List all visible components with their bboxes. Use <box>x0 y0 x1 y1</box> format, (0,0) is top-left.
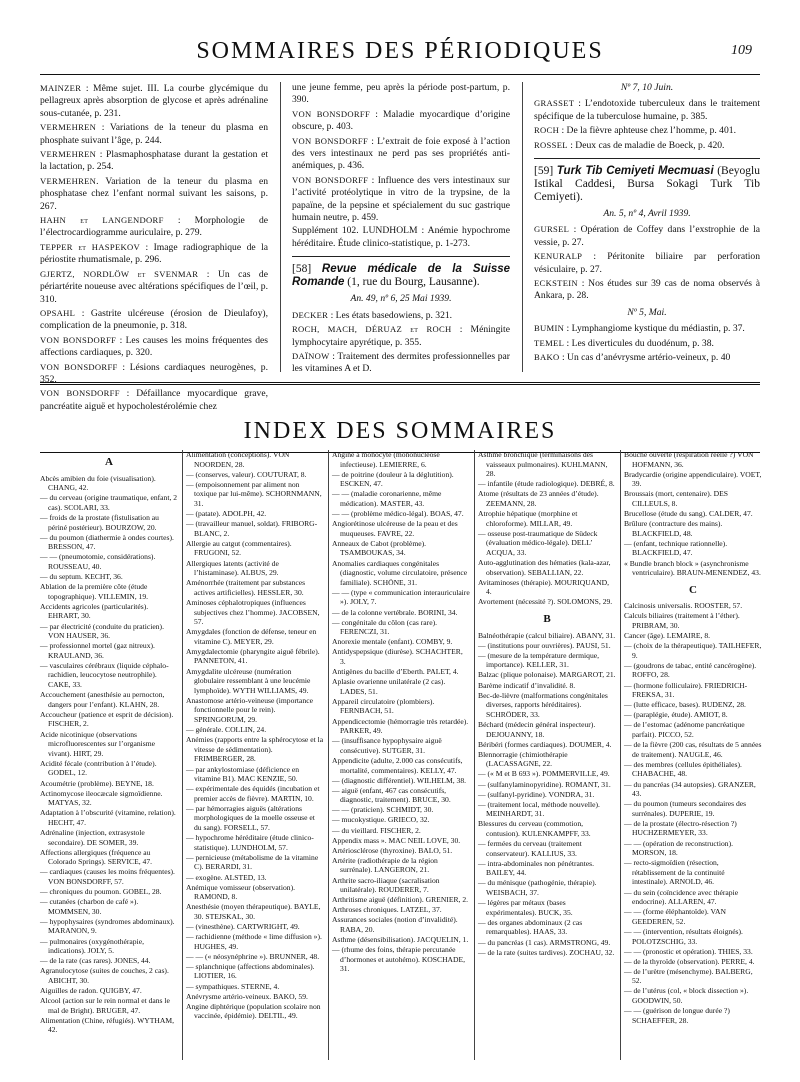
entry-text: . Variation de la teneur du plasma en phosphatase chez l’enfant normal suivant les saisons, p. 267. <box>40 175 268 212</box>
index-entry: — de la thyroïde (observation). PERRE, 4. <box>624 956 755 966</box>
index-entry: Calcinosis universalis. ROOSTER, 57. <box>624 601 743 611</box>
issue-date: An. 5, nº 4, Avril 1939. <box>603 208 691 220</box>
index-entry: — aiguë (enfant, 467 cas consécutifs, diagnostic, traitement). BRUCE, 30. <box>332 785 451 805</box>
summary-entry <box>40 241 268 267</box>
index-entry: — chroniques du poumon. GOBEL, 28. <box>40 887 162 897</box>
index-entry: — de la fièvre (200 cas, résultats de 5 années de traitement). NAUGLE, 46. <box>624 740 762 759</box>
index-entry: Aminoses céphalotropiques (influences subjectives chez l’homme). JACOBSEN, 57. <box>186 597 320 627</box>
index-entry: Anorexie mentale (enfant). COMBY, 9. <box>332 637 453 647</box>
periodicals-column-1 <box>40 82 268 414</box>
index-entry: Brûlure (contracture des mains). BLACKFIELD, 48. <box>624 519 723 538</box>
journal-name: Turk Tib Cemiyeti Mecmuasi <box>556 165 714 178</box>
entry-author: VERMEHREN <box>40 122 97 133</box>
index-entry: — — (opération de reconstruction). MORSON, 18. <box>624 838 734 858</box>
index-entry: Appareil circulatoire (plombiers). FERNBACH, 51. <box>332 696 435 716</box>
index-entry: Actinomycose ileocæcale sigmoïdienne. MATYAS, 32. <box>40 788 163 808</box>
index-entry: — par hémorragies aiguës (altérations morphologiques de la moelle osseuse et du sang). FORSELL, 57. <box>186 803 315 833</box>
index-entry: Bec-de-lièvre (malformations congénitales diverses, rapports héréditaires). SCHRÖDER, 33. <box>478 690 608 719</box>
periodicals-column-2 <box>292 82 510 377</box>
entry-text: : Un cas de périartérite noueuse avec altérations spécifiques de l’œil, p. 310. <box>40 268 268 305</box>
entry-author: ROCH, MACH, DÉRUAZ et ROCH <box>292 324 452 335</box>
index-entry: Accouchement (anesthésie au pernocton, dangers pour l’enfant). KLAHN, 28. <box>40 690 165 709</box>
index-column-4 <box>478 450 616 958</box>
index-entry: Affections allergiques (fréquence au Colorado Springs). SERVICE, 47. <box>40 847 153 867</box>
index-entry: Béribéri (formes cardiaques). DOUMER, 4. <box>478 739 612 749</box>
summary-entry <box>292 225 510 250</box>
index-entry: — (choix de la thérapeutique). TAILHEFER, 9. <box>624 641 762 660</box>
index-entry: — (lutte efficace, bases). RUDENZ, 28. <box>624 700 746 710</box>
index-entry: Cancer (âge). LEMAIRE, 8. <box>624 631 711 641</box>
entries-group <box>292 309 510 376</box>
index-entry: — de la prostate (électro-résection ?) HUCHZERMEYER, 33. <box>624 818 737 838</box>
index-letter-heading: A <box>105 456 113 468</box>
index-entry: — recto-sigmoïdien (résection, rétablissement de la continuité intestinale). ARNOLD, 46. <box>624 858 725 887</box>
index-entry: — expérimentale des équidés (incubation et premier accès de fièvre). MARTIN, 10. <box>186 784 320 803</box>
index-column-5 <box>624 450 762 1026</box>
index-entry: Alimentation (Chine, réfugiés). WYTHAM, 42. <box>40 1015 174 1035</box>
summary-entry <box>534 322 760 335</box>
index-entry: Avortement (nécessité ?). SOLOMONS, 29. <box>478 597 613 607</box>
index-entry: Barème indicatif d’invalidité. 8. <box>478 680 576 690</box>
index-entry: — de l’urètre (mésenchyme). BALBERG, 52. <box>624 966 753 986</box>
index-entry: Avitaminoses (thérapie). MOURIQUAND, 4. <box>478 577 610 597</box>
index-entry: « Bundle branch block » (asynchronisme ventriculaire). BRAUN-MENENDEZ, 43. <box>624 558 761 578</box>
entry-author: MAINZER <box>40 83 82 93</box>
index-entry: — vasculaires cérébraux (liquide céphalo-rachidien, leucocytose neutrophile). CAKE, 33. <box>40 660 169 690</box>
index-entry: Allergie au catgut (commentaires). FRUGONI, 52. <box>186 538 292 558</box>
index-column-3 <box>332 450 470 974</box>
index-entry: Arthrite sacro-iliaque (sacralisation unilatérale). ROUDERER, 7. <box>332 875 440 895</box>
index-entry: Acidité fécale (contribution à l’étude). GODEL, 12. <box>40 758 157 778</box>
index-entry: — exogène. ALSTED, 13. <box>186 872 267 882</box>
journal-address: (Beyoglu Istikal Caddesi, Bursa Sokagi Turk Tib Cemiyeti). <box>534 165 761 204</box>
index-entry: Broussais (mort, centenaire). DES CILLEULS, 8. <box>624 489 728 508</box>
index-entry: Calculs biliaires (traitement à l’éther). PRIBRAM, 30. <box>624 611 740 630</box>
index-entry: — sympathiques. STERNE, 4. <box>186 981 280 991</box>
index-entry: Balnéothérapie (calcul biliaire). ABANY, 31. <box>478 630 616 640</box>
index-entry: Anomalies cardiaques congénitales (diagnostic, volume circulatoire, présence familiale). SCHÖNE, 31. <box>332 558 468 587</box>
index-entry: — (institutions pour ouvrières). PAUSI, 51. <box>478 640 611 650</box>
entry-author: ECKSTEIN <box>534 278 578 289</box>
index-entry: — de la rate (suites tardives). ZOCHAU, 32. <box>478 947 615 957</box>
entry-text: : L’endotoxide tuberculeux dans le traitement spécifique de la tuberculose humaine, p. 385. <box>534 98 760 122</box>
index-entry: Acide nicotinique (observations microfluorescentes sur l’organisme vivant). HIRT, 29. <box>40 729 155 758</box>
index-entry: Assurances sociales (notion d’invalidité). RABA, 20. <box>332 915 458 934</box>
entry-text: : De la fièvre aphteuse chez l’homme, p. 401. <box>559 125 736 137</box>
entry-text: : Variations de la teneur du plasma en phosphate suivant l’âge, p. 244. <box>40 122 268 146</box>
entry-text: : Maladie myocardique d’origine obscure, p. 403. <box>292 108 510 133</box>
index-entry: — (vinesthène). CARTWRIGHT, 49. <box>186 922 300 931</box>
index-entry: — de la rate (cas rares). JONES, 44. <box>40 956 151 966</box>
index-entry: Angiorétinose ulcéreuse de la peau et des muqueuses. FAVRE, 22. <box>332 519 458 538</box>
entry-author: KENURALP <box>534 251 583 262</box>
summary-entry <box>40 387 268 413</box>
journal-name: Revue médicale de la Suisse Romande <box>292 263 511 289</box>
divider <box>292 256 510 257</box>
index-entry: — du sein (coïncidence avec thérapie endocrine). ALLAREN, 47. <box>624 887 739 907</box>
entry-text: : Traitement des dermites professionnelles par les vitamines A et D. <box>292 350 510 375</box>
index-entry: Amygdalite ulcéreuse (numération globulaire ressemblant à une leucémie lymphoïde). WYTH WILLIAMS, 49. <box>186 666 311 695</box>
index-entry: Angine diphtérique (population scolaire non vaccinée, épidémie). DELTIL, 49. <box>186 1001 321 1021</box>
entry-author: GURSEL <box>534 224 570 235</box>
index-column-1 <box>40 450 178 1035</box>
index-entry: Blessures du cerveau (commotion, contusion). KULENKAMPFF, 33. <box>478 819 591 838</box>
journal-address: (1, rue du Bourg, Lausanne). <box>347 276 480 289</box>
column-divider <box>522 82 523 372</box>
index-entry: — (patate). ADOLPH, 42. <box>186 509 267 519</box>
index-entry: Alimentation (conceptions). VON NOORDEN, 28. <box>186 450 290 469</box>
index-entry: — générale. COLLIN, 24. <box>186 725 267 735</box>
entry-author: VERMEHREN <box>40 149 97 160</box>
index-entry: — du vieillard. FISCHER, 2. <box>332 825 421 835</box>
entry-text: : Image radiographique de la périostite rhumatismale, p. 296. <box>40 241 269 266</box>
index-entry: — de poitrine (douleur à la déglutition). ESCKEN, 47. <box>332 469 454 489</box>
index-entry: Balzac (plique polonaise). MARGAROT, 21. <box>478 670 616 680</box>
entry-text: : L’extrait de foie exposé à l’action des vers intestinaux ne perd pas ses propriétés anti-anémiques, p. 436. <box>292 135 510 172</box>
journal-number: [59] <box>534 165 554 178</box>
index-entry: — de la colonne vertébrale. BORINI, 34. <box>332 607 458 617</box>
index-entry: — (diagnostic différentiel). WILHELM, 38. <box>332 775 467 785</box>
summary-entry <box>292 82 510 107</box>
index-entry: Adaptation à l’obscurité (vitamine, relation). HECHT, 47. <box>40 808 176 827</box>
index-entry: Antigènes du bacille d’Eberth. PALET, 4. <box>332 667 459 677</box>
entries-group <box>534 322 760 364</box>
entry-text: : Influence des vers intestinaux sur l’activité protéolytique in vitro de la trypsine, de la papaïne, de la pepsine et spécialement du suc gastrique humain neutre, p. 459. <box>292 174 511 224</box>
index-entry: — du cerveau (origine traumatique, enfant, 2 cas). SCOLARI, 33. <box>40 493 178 512</box>
index-entry: Abcès amibien du foie (visualisation). CHANG, 42. <box>40 473 156 493</box>
index-entry: — du septum. KECHT, 36. <box>40 572 123 582</box>
summary-entry <box>40 334 268 360</box>
entry-author: VERMEHREN <box>40 175 97 186</box>
index-entry: — cardiaques (causes les moins fréquentes). VON BONSDORFF, 57. <box>40 867 175 886</box>
entry-author: ROSSEL <box>534 139 568 150</box>
index-entry: — — (problème médico-légal). BOAS, 47. <box>332 509 464 519</box>
entry-text: : Défaillance myocardique grave, pancréatite aiguë et hypocholestérolémie chez <box>40 388 268 412</box>
entry-author: VON BONSDORFF <box>292 174 369 185</box>
summary-entry <box>40 268 268 306</box>
summary-entry <box>40 175 268 213</box>
summary-entry <box>292 135 510 173</box>
index-entry: — du pancréas (34 autopsies). GRANZER, 43. <box>624 779 756 799</box>
entries-group <box>534 223 760 302</box>
index-entry: Anémies (rapports entre la sphérocytose et la vitesse de sédimentation). FRIMBERGER, 28. <box>186 735 324 764</box>
index-entry: — intra-abdominales non pénétrantes. BAILEY, 44. <box>478 858 594 878</box>
index-entry: Agranulocytose (suites de couches, 2 cas). ABICHT, 30. <box>40 966 169 985</box>
entry-text: une jeune femme, peu après la période post-partum, p. 390. <box>292 82 510 106</box>
index-entry: — (conserves, valeur). COUTURAT, 8. <box>186 469 307 479</box>
summary-entry <box>292 174 510 225</box>
index-entry: — — (intervention, résultats éloignés). POLOTZSCHIG, 33. <box>624 926 743 946</box>
index-entry: — pulmonaires (oxygénothérapie, indications). JOLY, 5. <box>40 936 144 956</box>
index-entry: Adrénaline (injection, extrasystole secondaire). DE SOMER, 39. <box>40 827 145 847</box>
entry-author: HAHN et LANGENDORF <box>40 215 164 226</box>
index-entry: — fermées du cerveau (traitement conservateur). KALLIUS, 33. <box>478 839 582 858</box>
index-entry: Artérite (radiothérapie de la région surrénale). LANGERON, 21. <box>332 855 438 875</box>
index-entry: Ablation de la première côte (étude topographique). VILLEMIN, 19. <box>40 582 149 601</box>
entry-text: : Nos études sur 39 cas de noma observés à Ankara, p. 28. <box>534 278 760 302</box>
index-entry: — — (type « communication interauriculaire »). JOLY, 7. <box>332 587 470 607</box>
index-entry: Béchard (médecin général inspecteur). DEJOUANNY, 18. <box>478 719 596 739</box>
index-entry: — hypochrome héréditaire (étude clinico-statistique). LUNDHOLM, 57. <box>186 833 314 852</box>
index-entry: — de l’utérus (col, « block dissection »). GOODWIN, 50. <box>624 986 749 1006</box>
index-entry: Appendicite (adulte, 2.000 cas consécutifs, mortalité, commentaires). KELLY, 47. <box>332 755 463 775</box>
index-entry: — (empoisonnement par aliment non toxique par lui-même). SCHORNMANN, 31. <box>186 479 322 508</box>
index-entry: Bouche ouverte (respiration réelle ?) VON HOFMANN, 36. <box>624 450 754 469</box>
index-entry: — osseuse post-traumatique de Südeck (évaluation médico-légale). DELL’ ACQUA, 33. <box>478 528 598 557</box>
index-entry: Accoucheur (patience et esprit de décision). FISCHER, 2. <box>40 709 174 729</box>
summary-entry <box>292 309 510 322</box>
summary-entry <box>40 121 268 147</box>
entry-author: DECKER <box>292 309 329 320</box>
entry-author: VON BONSDORFF <box>292 135 369 146</box>
index-entry: Anesthésie (moyen thérapeutique). BAYLE, 30. STEJSKAL, 30. <box>186 902 321 921</box>
entry-author: VON BONSDORFF <box>40 361 118 372</box>
summary-entry <box>292 323 510 349</box>
index-entry: Alcool (action sur le rein normal et dans le mal de Bright). BRUGER, 47. <box>40 996 170 1015</box>
summary-entry <box>534 351 760 364</box>
index-entry: Bradycardie (origine appendiculaire). VOET, 39. <box>624 469 762 489</box>
journal-heading-59 <box>534 165 760 204</box>
index-entry: — pernicieuse (métabolisme de la vitamine C). BERARDI, 31. <box>186 852 319 872</box>
index-entry: Antidyspepsique (diurèse). SCHACHTER, 3. <box>332 647 463 666</box>
index-entry: Amygdalectomie (pharyngite aiguë fébrile). PANNETON, 41. <box>186 646 320 666</box>
entry-text: : Morphologie de l’électrocardiogramme auriculaire, p. 279. <box>40 215 268 239</box>
issue-date: Nº 5, Mai. <box>627 306 667 318</box>
index-entry: — (traitement local, méthode nouvelle). MEINHARDT, 31. <box>478 799 600 819</box>
entry-text: : Même sujet. III. La courbe glycémique du pellagreux après absorption de glycose et après adrénaline sous-cutanée, p. 231. <box>40 83 268 119</box>
index-entry: Acoumétrie (problème). BEYNE, 18. <box>40 778 154 788</box>
entry-text: : Un cas d’anévrysme artério-veineux, p. 40 <box>559 352 731 364</box>
journal-number: [58] <box>292 263 312 276</box>
index-entry: Atome (résultats de 23 années d’étude). ZEEMANN, 28. <box>478 489 599 508</box>
column-divider <box>280 82 281 372</box>
index-entry: Brucellose (étude du sang). CALDER, 47. <box>624 509 753 519</box>
summary-entry <box>292 350 510 376</box>
index-entry: — du ménisque (pathogénie, thérapie). WEISBACH, 37. <box>478 878 597 898</box>
index-entry: Artériosclérose (thyroxine). BALO, 51. <box>332 845 453 855</box>
index-entry: — du poumon (tumeurs secondaires des surrénales). DUPERIE, 19. <box>624 799 747 818</box>
summary-entry <box>534 223 760 249</box>
divider <box>534 158 760 159</box>
index-entry: Asthme bronchique (terminaisons des vaisseaux pulmonaires). KUHLMANN, 28. <box>478 450 608 479</box>
index-entry: — — (pronostic et opération). THIES, 33. <box>624 946 753 956</box>
entry-author: BAKO <box>534 352 560 363</box>
issue-date: Nº 7, 10 Juin. <box>620 82 674 93</box>
index-column-2 <box>186 450 324 1021</box>
index-entry: Angine à monocyte (mononucléose infectieuse). LEMIERRE, 6. <box>332 450 440 469</box>
summary-entry <box>534 277 760 303</box>
summary-entry <box>534 124 760 137</box>
index-entry: — infantile (étude radiologique). DEBRÉ, 8. <box>478 479 615 489</box>
running-title: SOMMAIRES DES PÉRIODIQUES <box>196 38 604 64</box>
index-entry: — des organes abdominaux (2 cas remarquables). HAAS, 33. <box>478 917 583 937</box>
index-entry: Aplasie ovarienne unilatérale (2 cas). LADES, 51. <box>332 677 446 696</box>
entry-text: : Les causes les moins fréquentes des affections cardiaques, p. 320. <box>40 334 268 359</box>
index-entry: Appendicectomie (hémorragie très retardée). PARKER, 49. <box>332 716 469 736</box>
summary-entry <box>534 337 760 350</box>
entry-text: : Deux cas de maladie de Boeck, p. 420. <box>567 139 725 151</box>
index-entry: — des membres (cellules épithéliales). CHABACHE, 48. <box>624 759 742 779</box>
index-entry: Anneaux de Cabot (problème). TSAMBOUKAS, 34. <box>332 538 427 558</box>
index-entry: Aménorrhée (traitement par substances actives artificielles). HESSLER, 30. <box>186 578 306 597</box>
index-entry: Amygdales (fonction de défense, teneur en vitamine C). MEYER, 29. <box>186 627 317 646</box>
index-entry: Anémique vomisseur (observation). RAMOND, 8. <box>186 882 296 902</box>
index-entry: — mucokystique. GRIECO, 32. <box>332 815 430 825</box>
summary-entry <box>40 148 268 174</box>
entry-author: DAÏNOW <box>292 350 330 361</box>
index-entry: — de l’estomac (adénome pancréatique parfait). PICCO, 52. <box>624 720 745 740</box>
summary-entry <box>534 250 760 276</box>
index-entry: Appendix mass ». MAC NEIL LOVE, 30. <box>332 835 461 845</box>
entry-text: : Gastrite ulcéreuse (érosion de Dieulafoy), complication de la pneumonie, p. 318. <box>40 307 268 332</box>
entry-author: TEMEL <box>534 337 565 348</box>
index-entry: — (mesure de la température dermique, importance). KELLER, 31. <box>478 650 600 670</box>
entry-text: : Méningite lymphocytaire apyrétique, p. 355. <box>292 324 510 348</box>
journal-heading-58 <box>292 263 510 289</box>
index-entry: Arthritisme aiguë (définition). GRENIER, 2. <box>332 895 469 905</box>
index-entry: — hypophysaires (syndromes abdominaux). MARANON, 9. <box>40 916 175 936</box>
column-divider <box>182 450 183 1060</box>
index-entry: Arthroses chroniques. LATZEL, 37. <box>332 905 442 915</box>
index-entry: — professionnel mortel (gaz nitreux). KRAULAND, 36. <box>40 641 155 660</box>
summary-entry <box>40 307 268 333</box>
entry-author: VON BONSDORFF <box>292 108 371 119</box>
index-entry: — (goudrons de tabac, entité cancérogène). ROFFO, 28. <box>624 660 757 680</box>
summary-entry <box>40 214 268 240</box>
issue-date: An. 49, nº 6, 25 Mai 1939. <box>350 293 452 305</box>
index-section <box>40 450 760 1060</box>
summary-entry <box>292 108 510 134</box>
index-entry: — (hormone folliculaire). FRIEDRICH-FREKSA, 31. <box>624 680 748 700</box>
entries-group <box>292 82 510 250</box>
entry-author: VON BONSDORFF <box>40 388 120 399</box>
page-header <box>40 38 760 68</box>
entry-author: TEPPER et HASPEKOV <box>40 241 141 252</box>
index-entry: — (sulfanylaminopyridine). ROMANT, 31. <box>478 779 611 789</box>
summary-entry <box>534 97 760 123</box>
index-entry: Accidents agricoles (particularités). EHRART, 30. <box>40 601 149 621</box>
index-entry: — congénitale du côlon (cas rare). FERENCZI, 31. <box>332 617 437 637</box>
entry-text: : Opération de Coffey dans l’exstrophie de la vessie, p. 27. <box>534 224 760 248</box>
index-entry: — — (pneumotomie, considérations). ROUSSEAU, 40. <box>40 552 156 571</box>
index-entry: — (sulfanyl-pyridine). VONDRA, 31. <box>478 789 595 799</box>
entry-text: Supplément 102. LUNDHOLM : Anémie hypochrome héréditaire. Étude clinico-statistique, p. 1-273. <box>292 225 510 249</box>
entry-text: : Les diverticules du duodénum, p. 38. <box>564 337 714 349</box>
index-entry: Anévrysme artério-veineux. BAKO, 59. <box>186 991 308 1001</box>
index-entry: — du pancréas (1 cas). ARMSTRONG, 49. <box>478 937 611 947</box>
entry-text: : Lésions cardiaques neurogènes, p. 352. <box>40 361 268 385</box>
index-entry: Allergiques latents (activité de l’histaminase). ALBUS, 29. <box>186 558 279 578</box>
index-entry: — — (praticien). SCHMIDT, 30. <box>332 805 434 815</box>
index-entry: — rachidienne (méthode « lime diffusion »). HUGHES, 49. <box>186 932 322 951</box>
index-letter-heading: C <box>689 583 697 596</box>
index-entry: — — (« néosynéphrine »). BRUNNER, 48. <box>186 951 320 961</box>
index-entry: — — (guérison de longue durée ?) SCHAEFFER, 28. <box>624 1006 730 1025</box>
index-entry: — (insuffisance hypophysaire aiguë consécutive). SUTGER, 31. <box>332 736 442 755</box>
index-entry: Aiguilles de radon. QUIGBY, 47. <box>40 985 142 995</box>
column-divider <box>620 450 621 1060</box>
index-entry: — par ankylostomiase (déficience en vitamine B1). MAC KENZIE, 50. <box>186 764 300 784</box>
index-entry: — cutanées (charbon de café »). MOMMSEN, 30. <box>40 897 139 916</box>
entry-author: ROCH <box>534 125 560 136</box>
entries-group <box>534 97 760 152</box>
header-rule <box>40 74 760 75</box>
index-entry: — froids de la prostate (fistulisation au périné postérieur). BOURZOW, 20. <box>40 512 159 532</box>
entry-author: OPSAHL <box>40 307 76 318</box>
index-entry: Blennorragie (chimiothérapie (LACASSAGNE, 22. <box>478 749 568 769</box>
index-entry: — (rhume des foins, thérapie percutanée d’hormones et autohémo). KOSCHADE, 31. <box>332 945 466 974</box>
entry-author: VON BONSDORFF <box>40 334 117 345</box>
index-entry: — légères par métaux (bases expérimentales). BUCK, 35. <box>478 898 573 917</box>
periodicals-section <box>40 82 761 412</box>
entry-text: : Les états basedowiens, p. 321. <box>328 309 453 321</box>
index-entry: Anastomose artério-veineuse (importance fonctionnelle pour le rein). SPRINGORUM, 29. <box>186 695 313 725</box>
index-entry: Auto-agglutination des hématies (kala-azar, observation). SEBALLIAN, 22. <box>478 558 611 577</box>
index-entry: — (paraplégie, étude). AMIOT, 8. <box>624 710 728 720</box>
index-entry: — (« M et B 693 »). POMMERVILLE, 49. <box>478 769 610 779</box>
index-entry: — (travailleur manuel, soldat). FRIBORG-BLANC, 2. <box>186 519 318 538</box>
entry-author: GJERTZ, NORDLÖW et SVENMAR <box>40 268 199 279</box>
index-entry: — — (maladie coronarienne, même médication). MASTER, 43. <box>332 489 442 508</box>
entry-text: : Plasmaphosphatase durant la gestation et la lactation, p. 254. <box>40 149 268 173</box>
section-rule <box>40 382 760 387</box>
index-title: INDEX DES SOMMAIRES <box>243 418 557 444</box>
column-divider <box>328 450 329 1060</box>
page-number: 109 <box>731 43 752 58</box>
index-entry: — par électricité (conduite du praticien). VON HAUSER, 36. <box>40 621 164 641</box>
entry-text: : Péritonite biliaire par perforation vésiculaire, p. 27. <box>534 251 760 275</box>
index-entry: — splanchnique (affections abdominales). LIOTIER, 16. <box>186 961 315 981</box>
summary-entry <box>534 139 760 152</box>
index-letter-heading: B <box>543 613 551 625</box>
index-entry: — du poumon (diathermie à ondes courtes). BRESSON, 47. <box>40 532 174 552</box>
entry-author: BUMIN <box>534 323 565 334</box>
periodicals-column-3 <box>534 82 760 366</box>
index-entry: Asthme (désensibilisation). JACQUELIN, 1. <box>332 935 469 945</box>
entry-text: : Lymphangiome kystique du médiastin, p. 37. <box>564 323 745 335</box>
summary-entry <box>40 82 268 120</box>
entry-author: GRASSET <box>534 98 575 109</box>
index-entry: — — (forme éléphantoïde). VAN GEEDEREN, 52. <box>624 907 726 926</box>
index-entry: — (enfant, technique rationnelle). BLACKFIELD, 47. <box>624 538 728 558</box>
index-entry: Atrophie hépatique (morphine et chloroforme). MILLAR, 49. <box>478 509 578 528</box>
column-divider <box>474 450 475 1060</box>
